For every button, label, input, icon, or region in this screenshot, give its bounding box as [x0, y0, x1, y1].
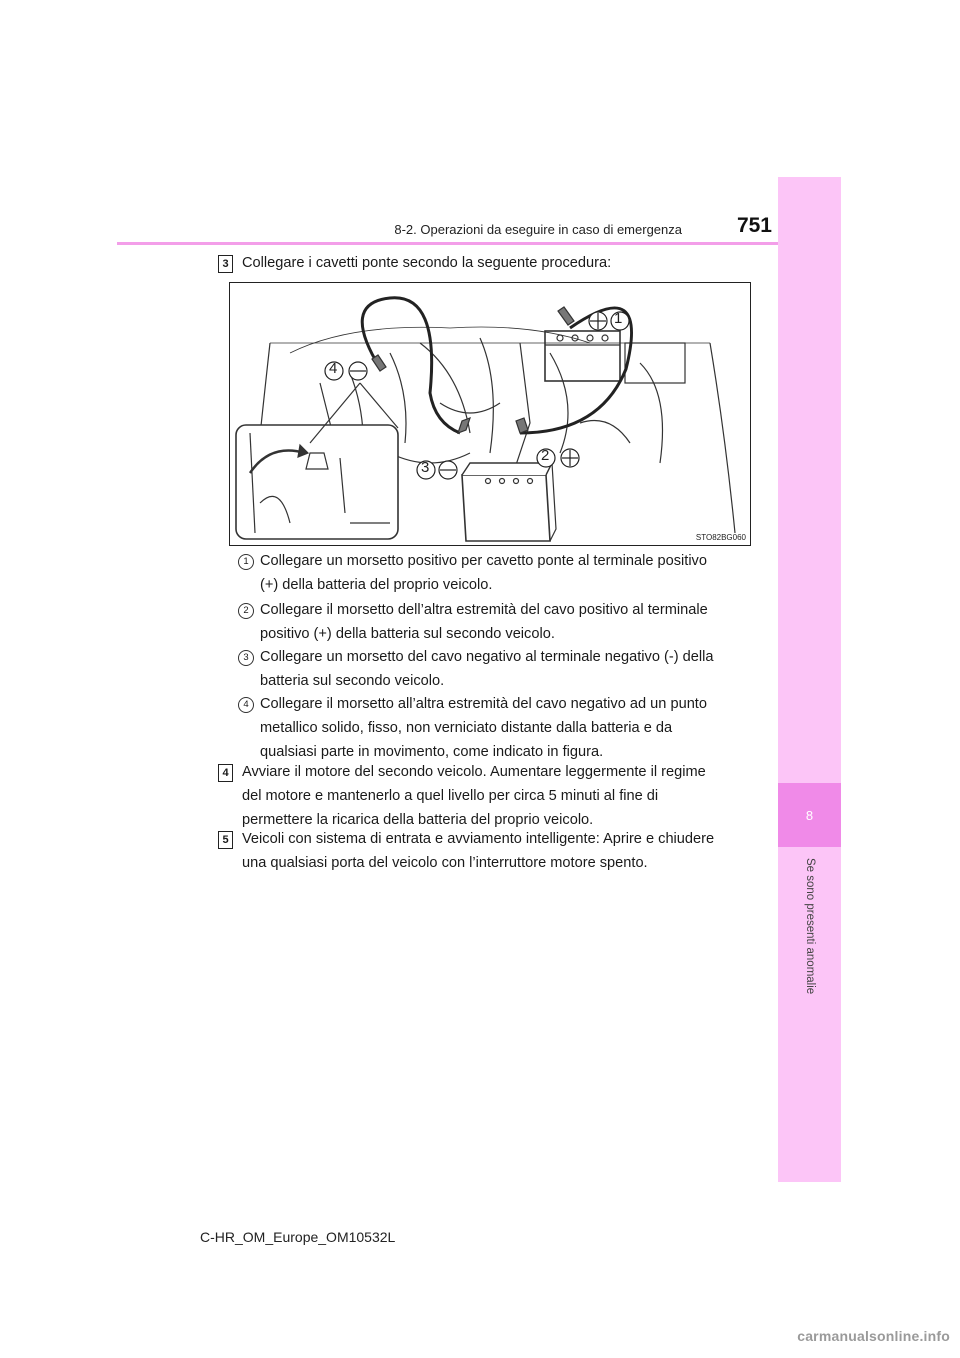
substep-number-3: 3 — [238, 650, 254, 666]
figure-code: STO82BG060 — [695, 533, 746, 542]
figure-label-4: 4 — [329, 360, 338, 377]
figure-label-1: 1 — [614, 310, 623, 327]
text-line: del motore e mantenerlo a quel livello per circa 5 minuti al fine di — [242, 788, 659, 804]
document-id: C-HR_OM_Europe_OM10532L — [200, 1229, 396, 1245]
substep-number-4: 4 — [238, 697, 254, 713]
substep-4-text — [260, 692, 743, 764]
step-4-text — [242, 760, 743, 832]
page-number: 751 — [736, 214, 772, 237]
step-number-4: 4 — [218, 764, 233, 782]
step-number-5: 5 — [218, 831, 233, 849]
chapter-number: 8 — [778, 783, 841, 847]
text-line: Collegare un morsetto positivo per cavetto ponte al terminale positivo — [260, 553, 707, 569]
text-line: (+) della batteria del proprio veicolo. — [260, 577, 493, 593]
text-line: permettere la ricarica della batteria del proprio veicolo. — [242, 812, 594, 828]
substep-2-text — [260, 598, 743, 646]
step-3-text: Collegare i cavetti ponte secondo la seguente procedura: — [242, 255, 612, 271]
figure-label-3: 3 — [421, 459, 430, 476]
text-line: Collegare un morsetto del cavo negativo al terminale negativo (-) della — [260, 649, 714, 665]
header-rule — [117, 242, 841, 245]
engine-bay-illustration — [230, 283, 750, 545]
step-number-3: 3 — [218, 255, 233, 273]
text-line: Veicoli con sistema di entrata e avviamento intelligente: Aprire e chiudere — [242, 831, 715, 847]
text-line: una qualsiasi porta del veicolo con l’interruttore motore spento. — [242, 855, 648, 871]
text-line: Avviare il motore del secondo veicolo. Aumentare leggermente il regime — [242, 764, 706, 780]
substep-number-2: 2 — [238, 603, 254, 619]
text-line: metallico solido, fisso, non verniciato distante dalla batteria e da — [260, 720, 673, 736]
figure-label-2: 2 — [541, 447, 550, 464]
text-line: positivo (+) della batteria sul secondo veicolo. — [260, 626, 555, 642]
substep-1-text — [260, 549, 743, 597]
chapter-label: Se sono presenti anomalie — [804, 858, 816, 995]
text-line: qualsiasi parte in movimento, come indicato in figura. — [260, 744, 604, 760]
text-line: batteria sul secondo veicolo. — [260, 673, 445, 689]
text-line: Collegare il morsetto all’altra estremità del cavo negativo ad un punto — [260, 696, 707, 712]
text-line: Collegare il morsetto dell’altra estremità del cavo positivo al terminale — [260, 602, 708, 618]
substep-number-1: 1 — [238, 554, 254, 570]
substep-3-text — [260, 645, 743, 693]
header-section-title: 8-2. Operazioni da eseguire in caso di emergenza — [394, 222, 682, 237]
step-5-text — [242, 827, 743, 875]
jump-start-figure — [229, 282, 751, 546]
watermark: carmanualsonline.info — [797, 1328, 950, 1344]
